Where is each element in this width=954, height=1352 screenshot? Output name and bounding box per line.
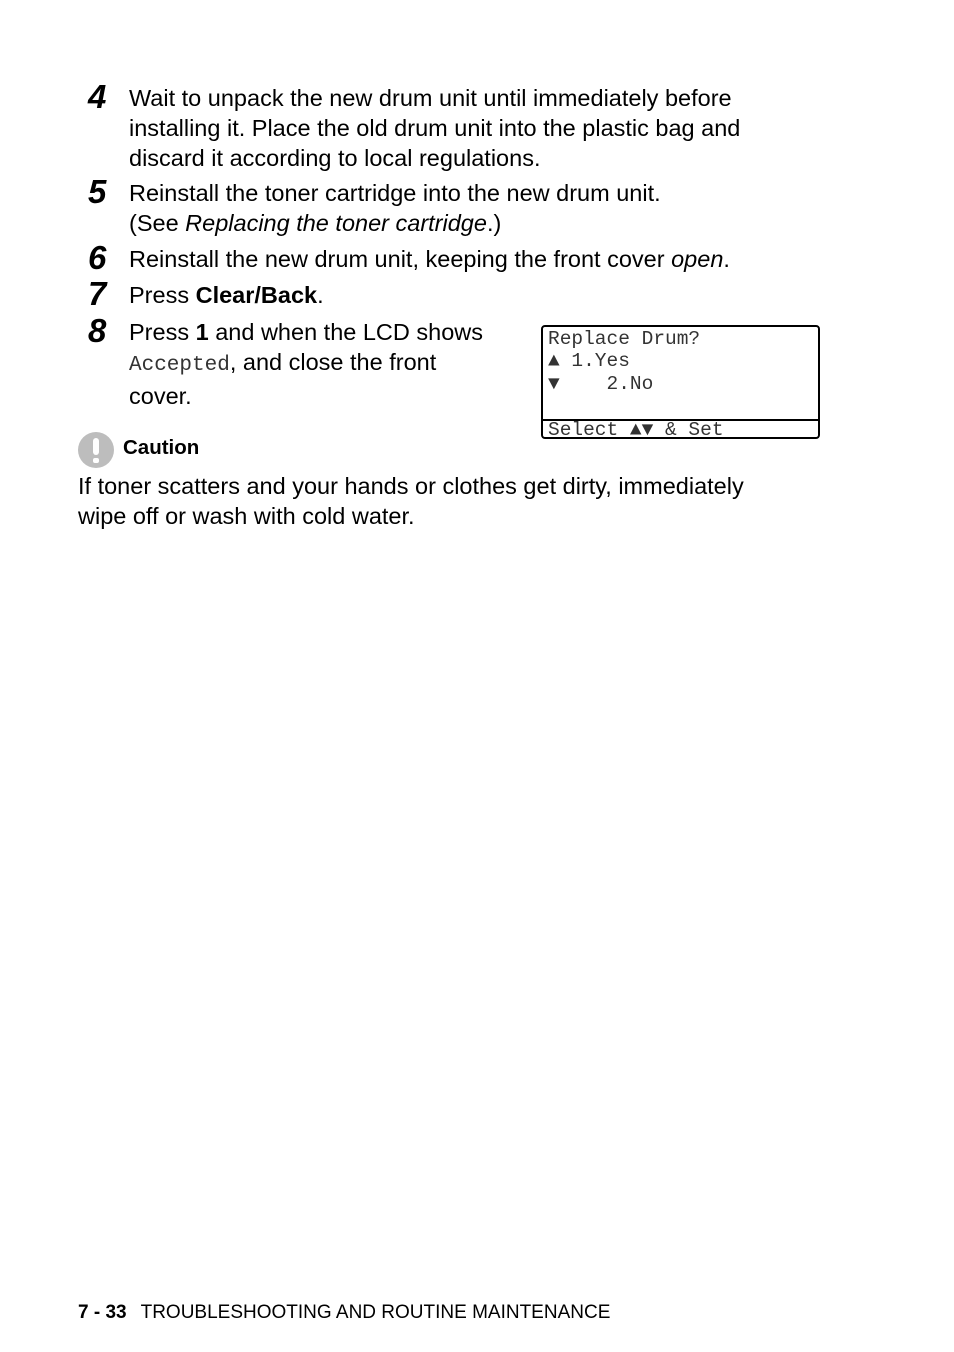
caution-text: If toner scatters and your hands or clothes get dirty, immediately wipe off or wash with cold water.: [78, 473, 744, 529]
caution-title: Caution: [123, 436, 200, 459]
lcd-line-3: ▼ 2.No: [548, 373, 654, 395]
step-text: Reinstall the toner cartridge into the new drum unit. (See Replacing the toner cartridge.): [129, 180, 661, 236]
step-text: Press Clear/Back.: [129, 282, 324, 308]
lcd-display: [541, 325, 820, 439]
step-number: 4: [88, 78, 107, 115]
step-text: Press 1 and when the LCD shows Accepted, and close the front cover.: [129, 319, 484, 409]
page-number: 7 - 33: [78, 1302, 127, 1323]
key-label: 1: [195, 319, 209, 345]
lcd-line-4: Select ▲▼ & Set: [548, 419, 724, 441]
step-number: 6: [88, 239, 107, 276]
key-label: Clear/Back: [195, 282, 318, 308]
section-title: TROUBLESHOOTING AND ROUTINE MAINTENANCE: [140, 1302, 611, 1323]
lcd-line-2: ▲ 1.Yes: [548, 350, 630, 372]
lcd-line-1: Replace Drum?: [548, 328, 701, 350]
caution-icon: [78, 432, 114, 468]
step-text: Reinstall the new drum unit, keeping the front cover open.: [129, 246, 730, 272]
page-footer: [78, 1301, 610, 1325]
step-number: 5: [88, 173, 107, 210]
step-number: 8: [88, 312, 107, 349]
cross-reference: Replacing the toner cartridge: [185, 210, 487, 236]
step-text: Wait to unpack the new drum unit until immediately before installing it. Place the old drum unit into the plastic bag and discard it according to local regulations.: [129, 85, 741, 171]
lcd-message: Accepted: [129, 354, 230, 377]
step-number: 7: [88, 275, 107, 312]
